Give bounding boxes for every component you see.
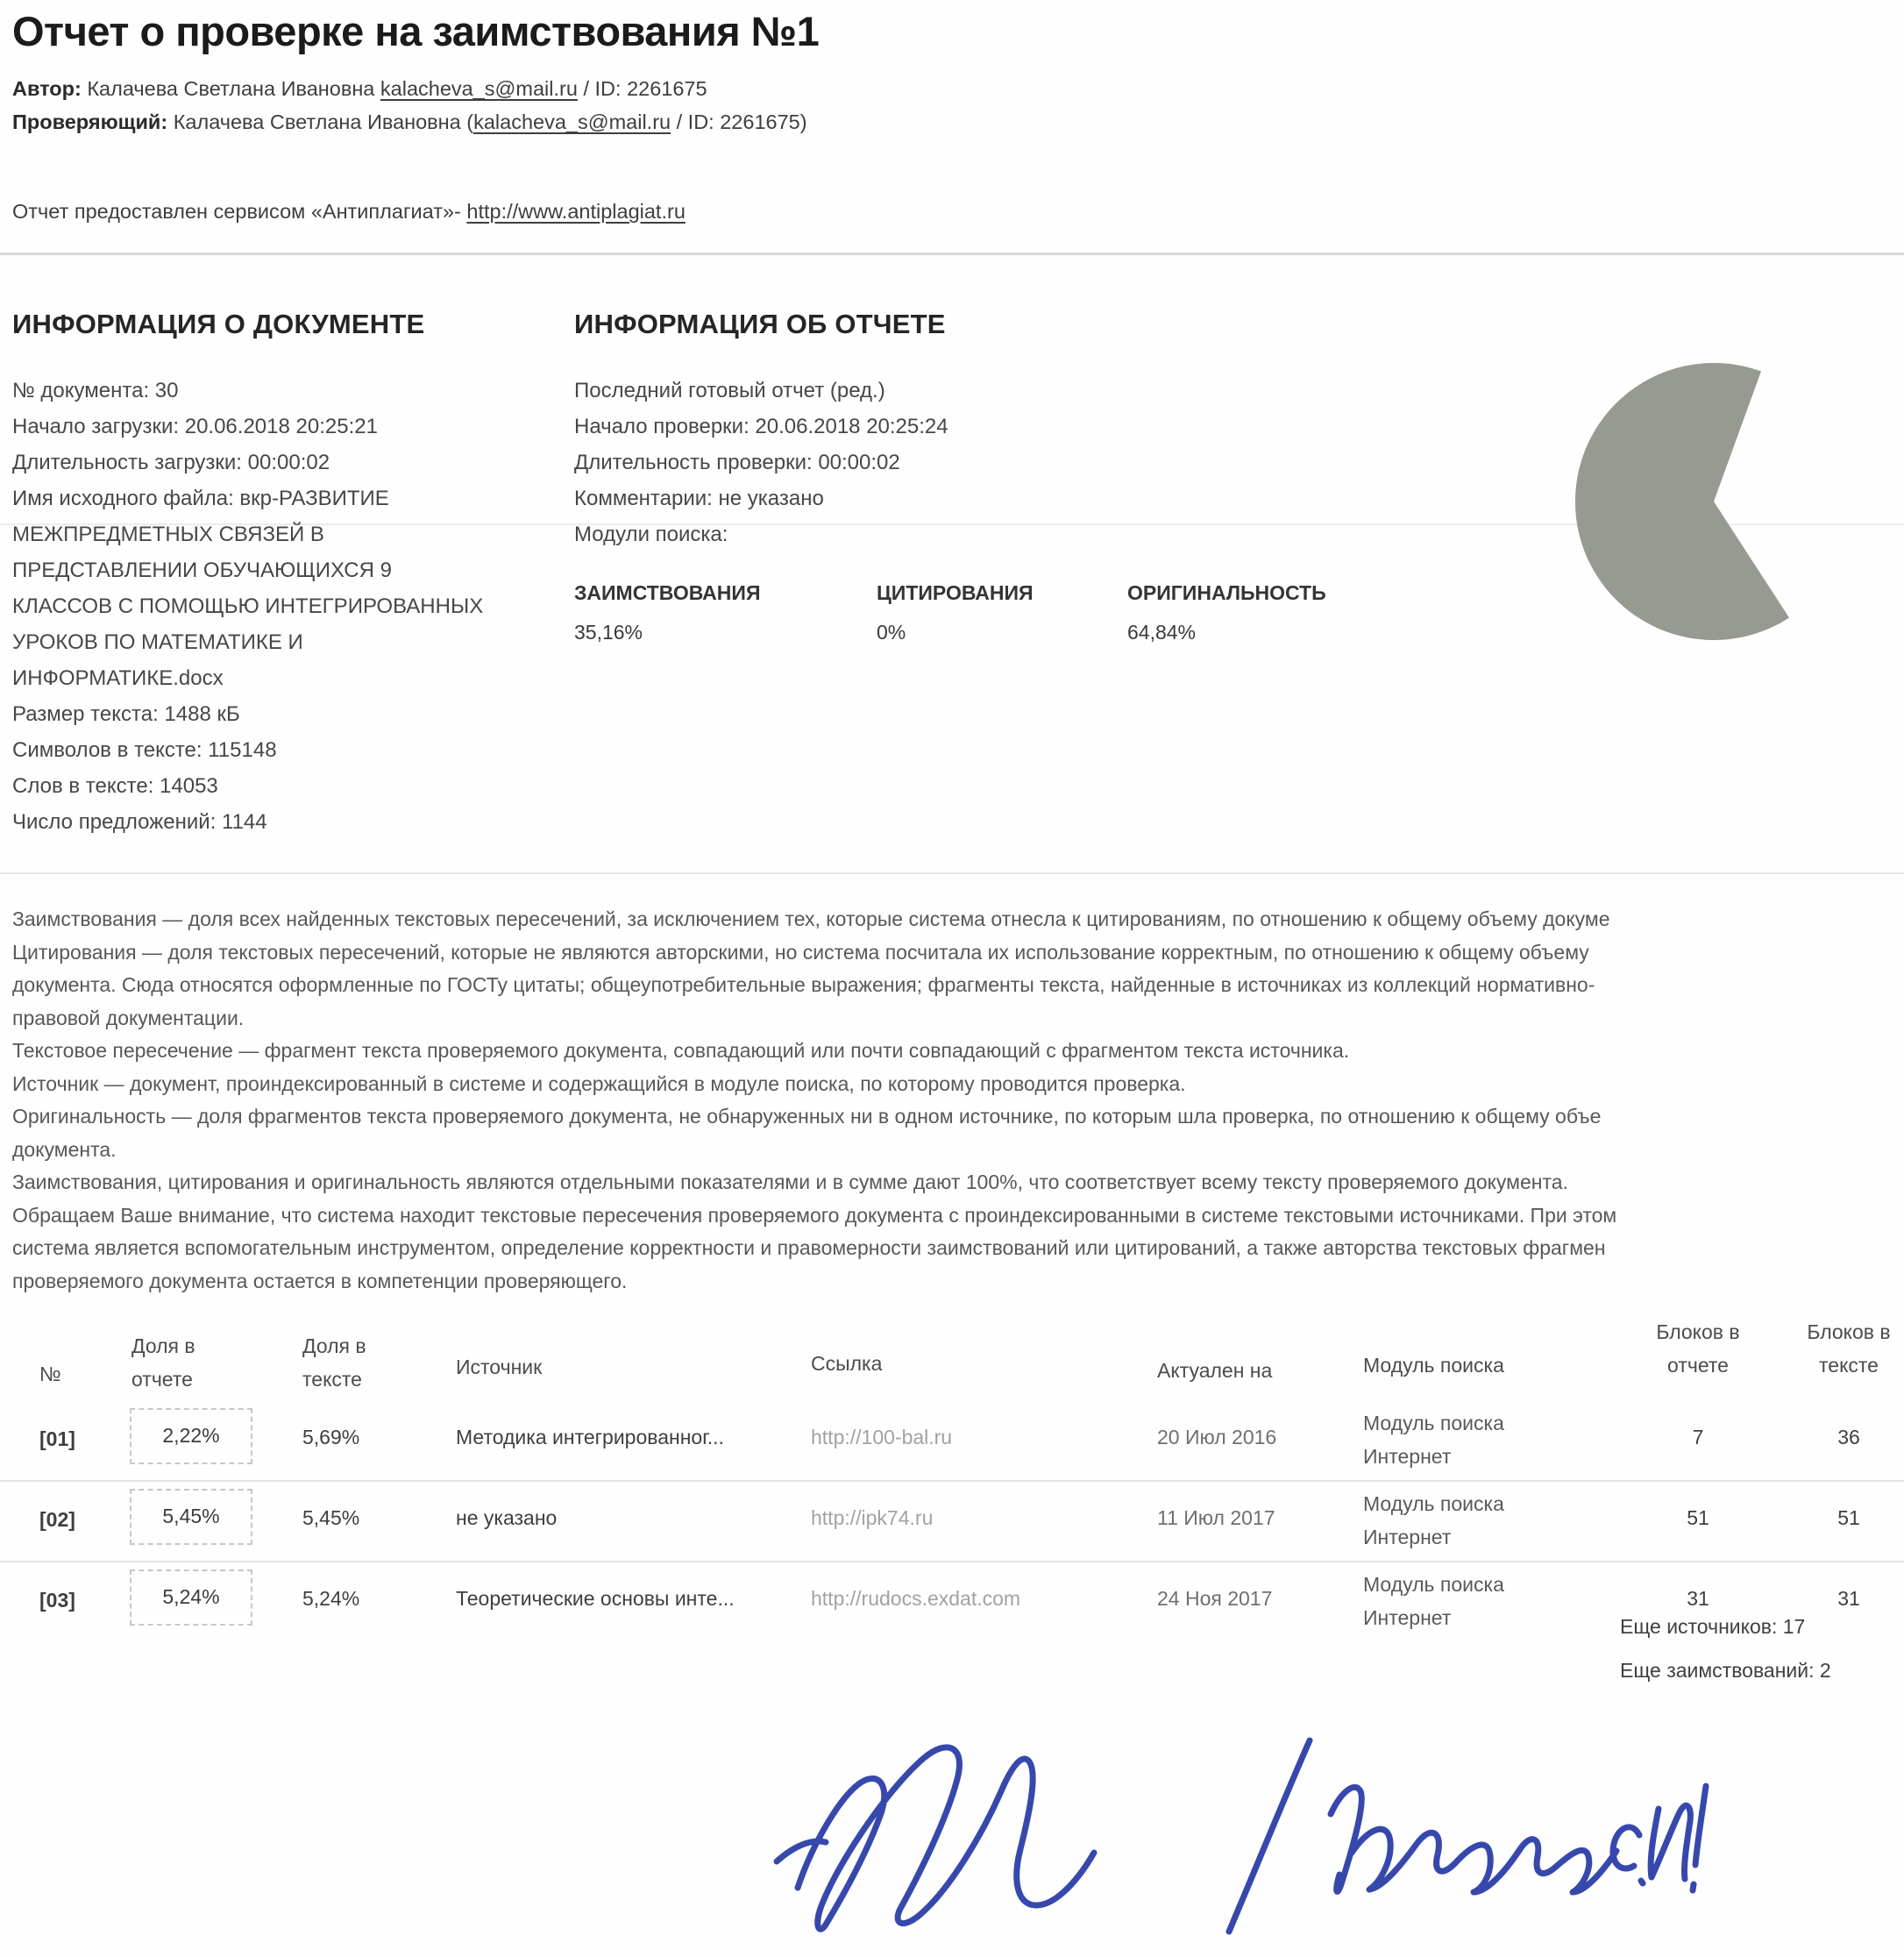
report-info-list — [574, 373, 948, 552]
metric-borrowings — [574, 581, 760, 644]
doc-info-line: Имя исходного файла: вкр-РАЗВИТИЕ — [12, 487, 389, 510]
table-header-actual: Актуален на — [1157, 1359, 1273, 1382]
cell-module: Модуль поиска Интернет — [1363, 1573, 1504, 1629]
metric-originality — [1127, 581, 1326, 644]
cell-link[interactable]: http://100-bal.ru — [811, 1426, 953, 1448]
reviewer-label: Проверяющий: — [12, 110, 168, 133]
table-header-share-report: Доля в отчете — [131, 1334, 195, 1391]
row-divider — [0, 1480, 1904, 1482]
doc-info-line: ИНФОРМАТИКЕ.docx — [12, 666, 224, 690]
cell-num: [02] — [39, 1508, 75, 1531]
doc-info-heading: ИНФОРМАЦИЯ О ДОКУМЕНТЕ — [12, 309, 425, 339]
table-row — [0, 1564, 1904, 1645]
glossary-line: система является вспомогательным инструментом, определение корректности и правомерности заимствований или цитирований, а также авторства текстовых фрагмен — [12, 1236, 1606, 1259]
cell-share-report: 2,22% — [162, 1424, 220, 1447]
cell-module: Модуль поиска Интернет — [1363, 1412, 1504, 1468]
doc-info-line: ПРЕДСТАВЛЕНИИ ОБУЧАЮЩИХСЯ 9 — [12, 559, 392, 582]
table-header-share-text: Доля в тексте — [302, 1334, 366, 1391]
glossary-line: Оригинальность — доля фрагментов текста проверяемого документа, не обнаруженных ни в одном источнике, по которым шла проверка, по отношению к общему объе — [12, 1105, 1602, 1128]
doc-info-line: КЛАССОВ С ПОМОЩЬЮ ИНТЕГРИРОВАННЫХ — [12, 594, 484, 618]
cell-share-report-box — [130, 1489, 252, 1545]
glossary-line: Текстовое пересечение — фрагмент текста проверяемого документа, совпадающий или почти совпадающий с фрагментом текста источника. — [12, 1039, 1350, 1062]
service-line — [12, 200, 686, 224]
author-name: Калачева Светлана Ивановна — [81, 77, 380, 100]
metric-label: ЦИТИРОВАНИЯ — [877, 581, 1034, 604]
scan-artifact-line — [0, 872, 1904, 874]
signature — [736, 1705, 1718, 1957]
table-header-module: Модуль поиска — [1363, 1354, 1504, 1377]
doc-info-line: УРОКОВ ПО МАТЕМАТИКЕ И — [12, 630, 303, 654]
cell-link[interactable]: http://rudocs.exdat.com — [811, 1587, 1021, 1610]
metric-value: 35,16% — [574, 621, 643, 644]
doc-info-line: МЕЖПРЕДМЕТНЫХ СВЯЗЕЙ В — [12, 523, 324, 546]
signature-paraph-stroke — [777, 1747, 1094, 1929]
page-title: Отчет о проверке на заимствования №1 — [12, 8, 820, 54]
cell-blocks-report: 31 — [1687, 1587, 1709, 1610]
glossary-line: Заимствования — доля всех найденных текстовых пересечений, за исключением тех, которые система отнесла к цитированиям, по отношению к общему объему докуме — [12, 907, 1610, 930]
report-info-line: Комментарии: не указано — [574, 487, 824, 510]
metric-value: 0% — [877, 621, 906, 644]
pie-slice-originality — [1575, 363, 1789, 640]
table-header-link: Ссылка — [811, 1352, 883, 1375]
metric-label: ОРИГИНАЛЬНОСТЬ — [1127, 581, 1326, 604]
pie-chart — [1565, 352, 1863, 651]
more-borrowings: Еще заимствований: 2 — [1620, 1659, 1831, 1682]
glossary-block — [12, 903, 1616, 1298]
report-info-line: Модули поиска: — [574, 523, 728, 546]
glossary-line: документа. Сюда относятся оформленные по ГОСТу цитаты; общеупотребительные выражения; фрагменты текста, найденные в источниках из коллекций нормативно- — [12, 973, 1595, 996]
signature-slash-stroke — [1229, 1740, 1310, 1932]
metric-value: 64,84% — [1127, 621, 1197, 644]
cell-blocks-text: 36 — [1837, 1426, 1860, 1448]
doc-info-list — [12, 373, 483, 840]
reviewer-name: Калачева Светлана Ивановна ( — [167, 110, 474, 133]
cell-num: [03] — [39, 1589, 75, 1612]
signature-name-stroke — [1331, 1786, 1706, 1892]
cell-share-report-box — [130, 1408, 252, 1464]
doc-info-line: Число предложений: 1144 — [12, 810, 267, 834]
author-label: Автор: — [12, 77, 82, 100]
doc-info-line: Начало загрузки: 20.06.2018 20:25:21 — [12, 415, 378, 438]
table-row — [0, 1403, 1904, 1484]
table-header-source: Источник — [456, 1356, 543, 1378]
reviewer-email-link[interactable]: kalacheva_s@mail.ru — [473, 110, 671, 133]
cell-share-text: 5,69% — [302, 1426, 360, 1448]
table-header-num: № — [39, 1363, 61, 1385]
glossary-line: правовой документации. — [12, 1006, 245, 1029]
cell-source: не указано — [456, 1506, 558, 1529]
author-email-link[interactable]: kalacheva_s@mail.ru — [380, 77, 578, 100]
cell-share-text: 5,45% — [302, 1506, 360, 1529]
report-info-heading: ИНФОРМАЦИЯ ОБ ОТЧЕТЕ — [574, 309, 946, 339]
author-line — [12, 77, 707, 101]
cell-module: Модуль поиска Интернет — [1363, 1492, 1504, 1548]
doc-info-line: Слов в тексте: 14053 — [12, 774, 218, 798]
service-url-link[interactable]: http://www.antiplagiat.ru — [466, 200, 686, 223]
doc-info-line: Символов в тексте: 115148 — [12, 738, 277, 762]
glossary-line: документа. — [12, 1137, 117, 1161]
glossary-line: Обращаем Ваше внимание, что система находит текстовые пересечения проверяемого документа с проиндексированными в системе текстовыми источниками. При этом — [12, 1203, 1617, 1227]
report-info-line: Начало проверки: 20.06.2018 20:25:24 — [574, 415, 948, 438]
glossary-line: Источник — документ, проиндексированный в системе и содержащийся в модуле поиска, по которому проводится проверка. — [12, 1071, 1186, 1095]
cell-source: Теоретические основы инте... — [456, 1587, 735, 1610]
report-info-line: Последний готовый отчет (ред.) — [574, 379, 885, 402]
cell-share-report: 5,45% — [162, 1505, 220, 1527]
cell-source: Методика интегрированног... — [456, 1426, 724, 1448]
cell-actual: 24 Ноя 2017 — [1157, 1587, 1273, 1610]
author-id: / ID: 2261675 — [577, 77, 707, 100]
table-row — [0, 1484, 1904, 1564]
metric-label: ЗАИМСТВОВАНИЯ — [574, 581, 761, 604]
glossary-line: Заимствования, цитирования и оригинальность являются отдельными показателями и в сумме дают 100%, что соответствует всему тексту проверяемого документа. — [12, 1171, 1568, 1193]
cell-num: [01] — [39, 1427, 75, 1450]
cell-link[interactable]: http://ipk74.ru — [811, 1506, 934, 1529]
reviewer-id: / ID: 2261675) — [671, 110, 807, 133]
cell-actual: 20 Июл 2016 — [1157, 1426, 1277, 1448]
more-sources: Еще источников: 17 — [1620, 1615, 1806, 1638]
reviewer-line — [12, 110, 807, 134]
cell-share-text: 5,24% — [302, 1587, 360, 1610]
service-prefix: Отчет предоставлен сервисом «Антиплагиат»- — [12, 200, 467, 223]
table-header-blocks-text: Блоков в тексте — [1807, 1320, 1891, 1377]
cell-blocks-report: 51 — [1687, 1506, 1709, 1529]
cell-share-report-box — [130, 1569, 252, 1626]
doc-info-line: № документа: 30 — [12, 379, 179, 402]
cell-blocks-text: 31 — [1837, 1587, 1860, 1610]
cell-blocks-text: 51 — [1837, 1506, 1860, 1529]
header-divider — [0, 253, 1904, 255]
glossary-line: проверяемого документа остается в компетенции проверяющего. — [12, 1269, 628, 1292]
glossary-line: Цитирования — доля текстовых пересечений, которые не являются авторскими, но система посчитала их использование корректным, по отношению к общему объему — [12, 940, 1589, 964]
report-info-line: Длительность проверки: 00:00:02 — [574, 451, 900, 474]
metric-citations — [877, 581, 1034, 644]
cell-blocks-report: 7 — [1692, 1426, 1704, 1448]
row-divider — [0, 1561, 1904, 1562]
table-header-blocks-report: Блоков в отчете — [1656, 1320, 1740, 1377]
doc-info-line: Размер текста: 1488 кБ — [12, 702, 240, 726]
cell-actual: 11 Июл 2017 — [1157, 1506, 1275, 1529]
cell-share-report: 5,24% — [162, 1585, 220, 1608]
doc-info-line: Длительность загрузки: 00:00:02 — [12, 451, 330, 474]
